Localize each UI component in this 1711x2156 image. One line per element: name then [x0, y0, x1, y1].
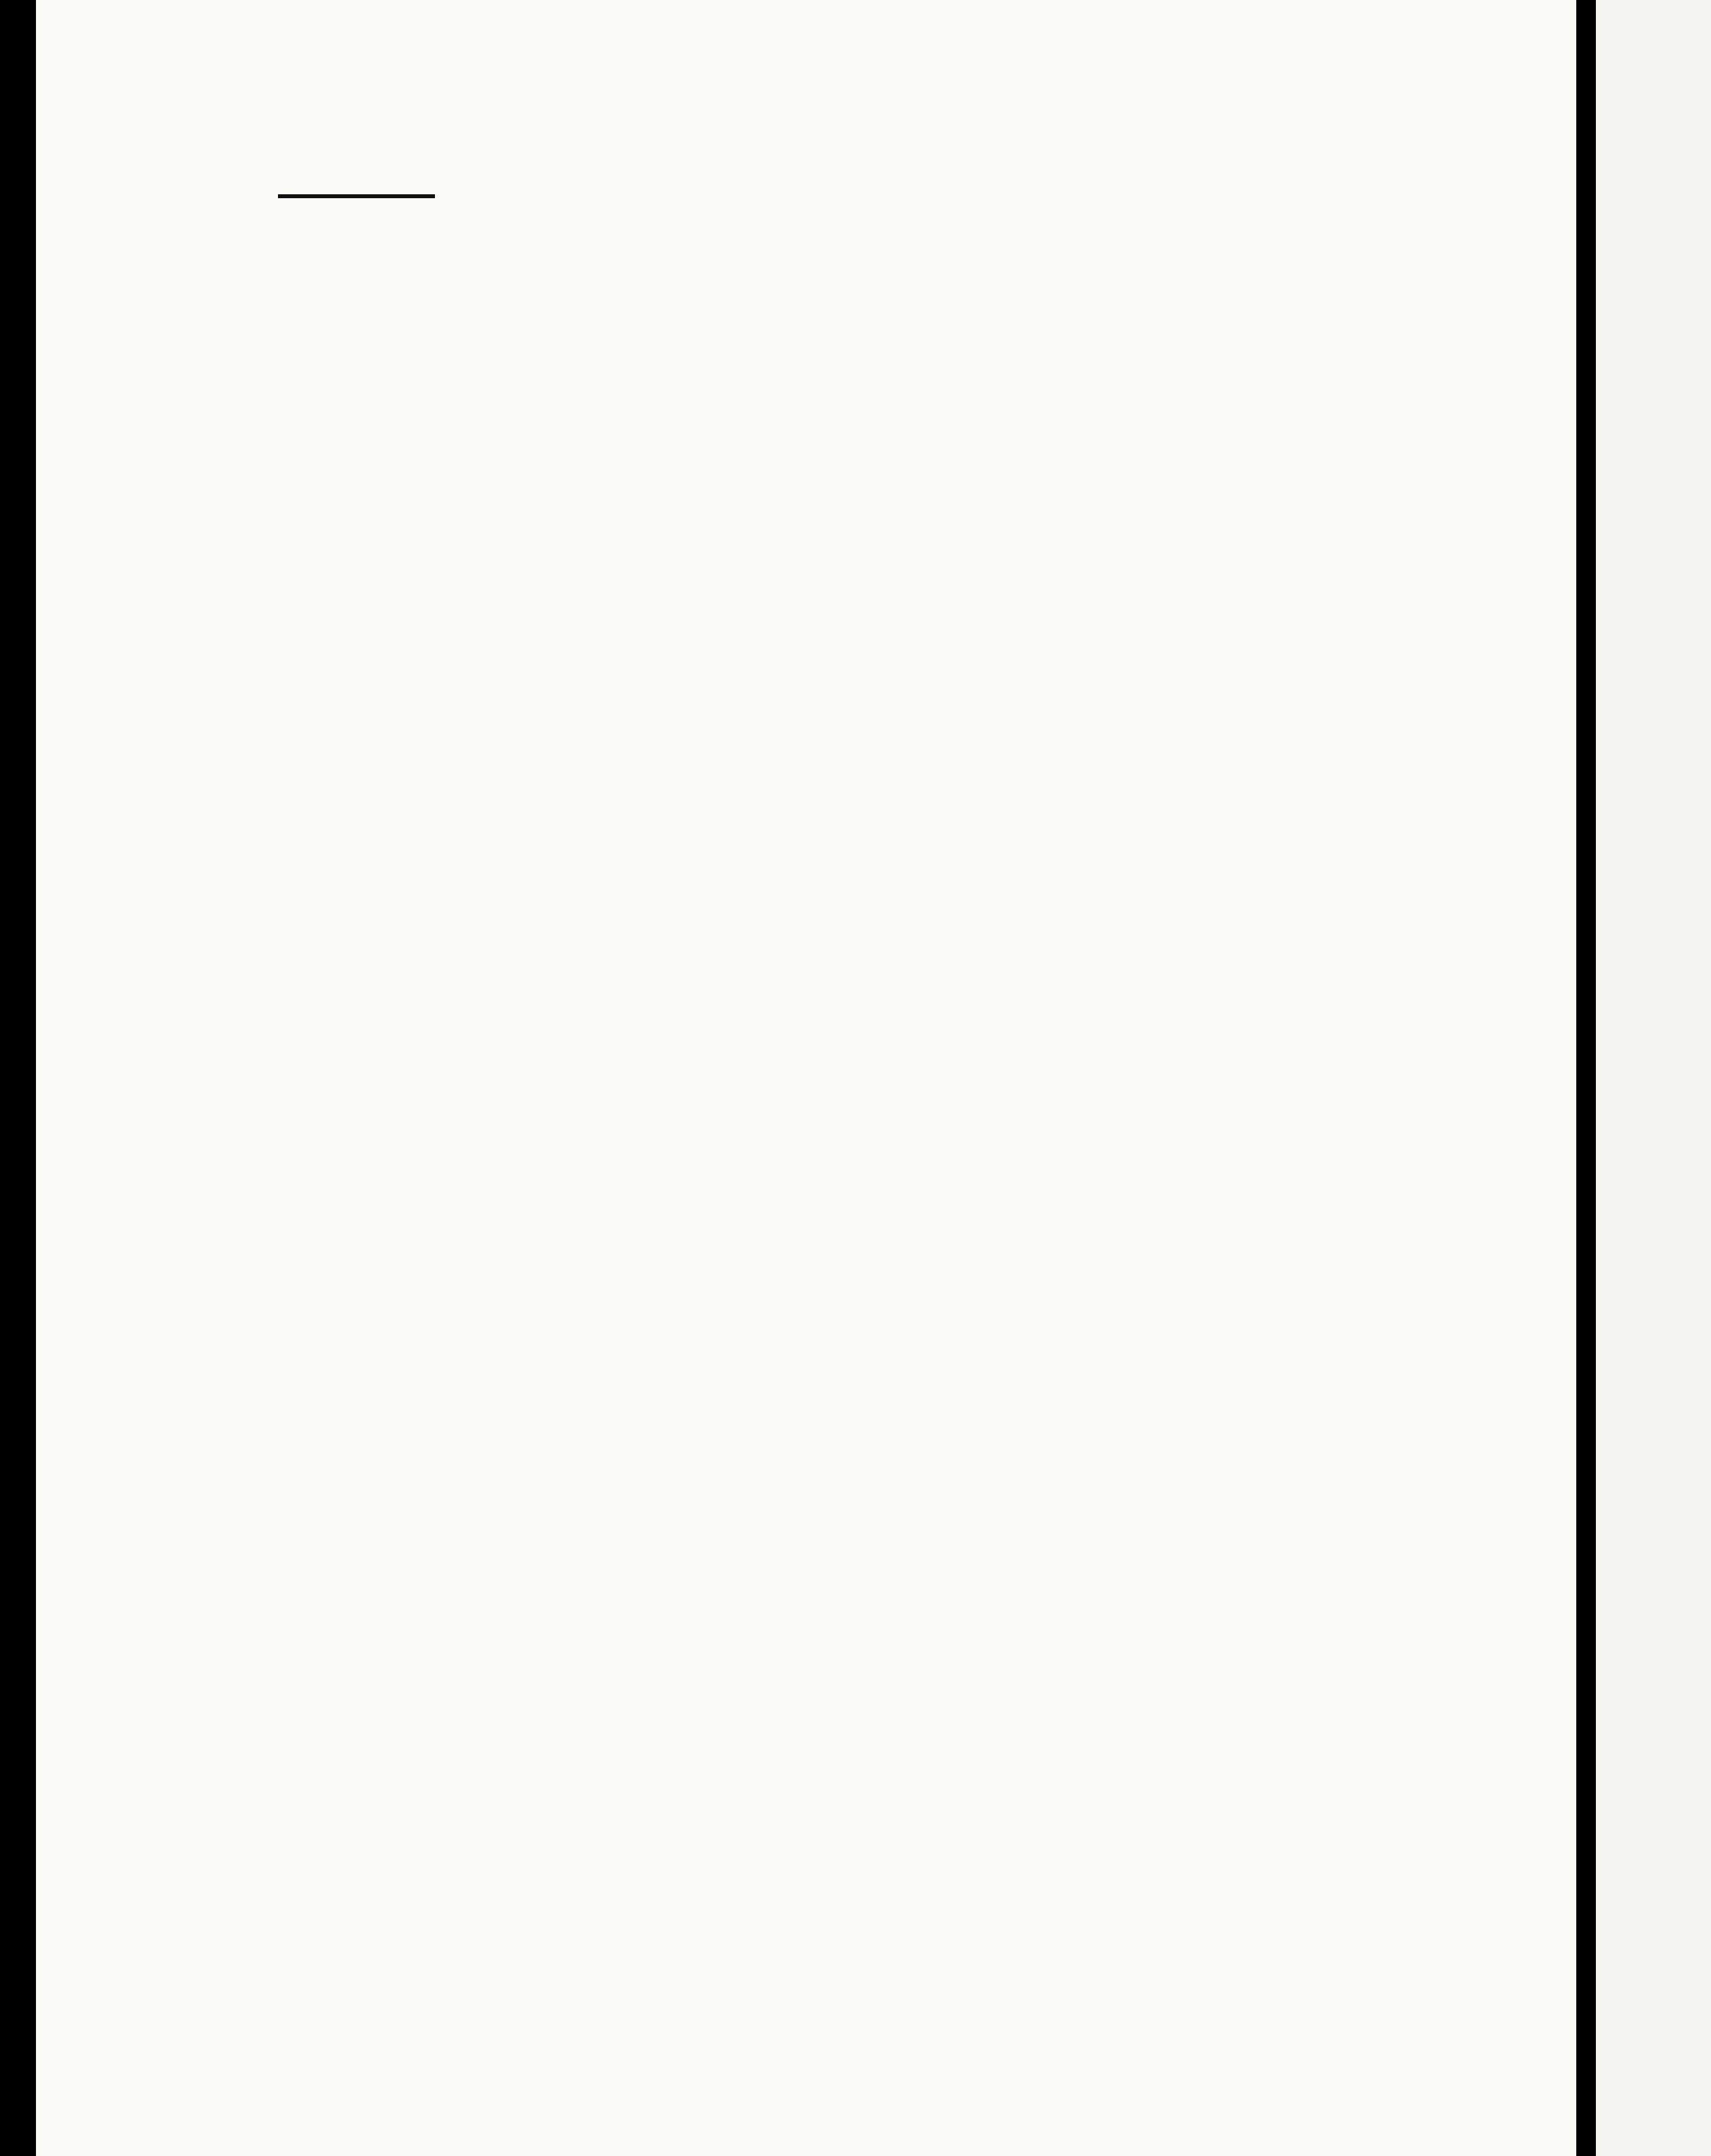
sidebar-rule	[278, 194, 435, 198]
page-header	[36, 124, 1576, 183]
book-page	[36, 0, 1576, 2156]
facing-page-edge	[1596, 0, 1711, 2156]
